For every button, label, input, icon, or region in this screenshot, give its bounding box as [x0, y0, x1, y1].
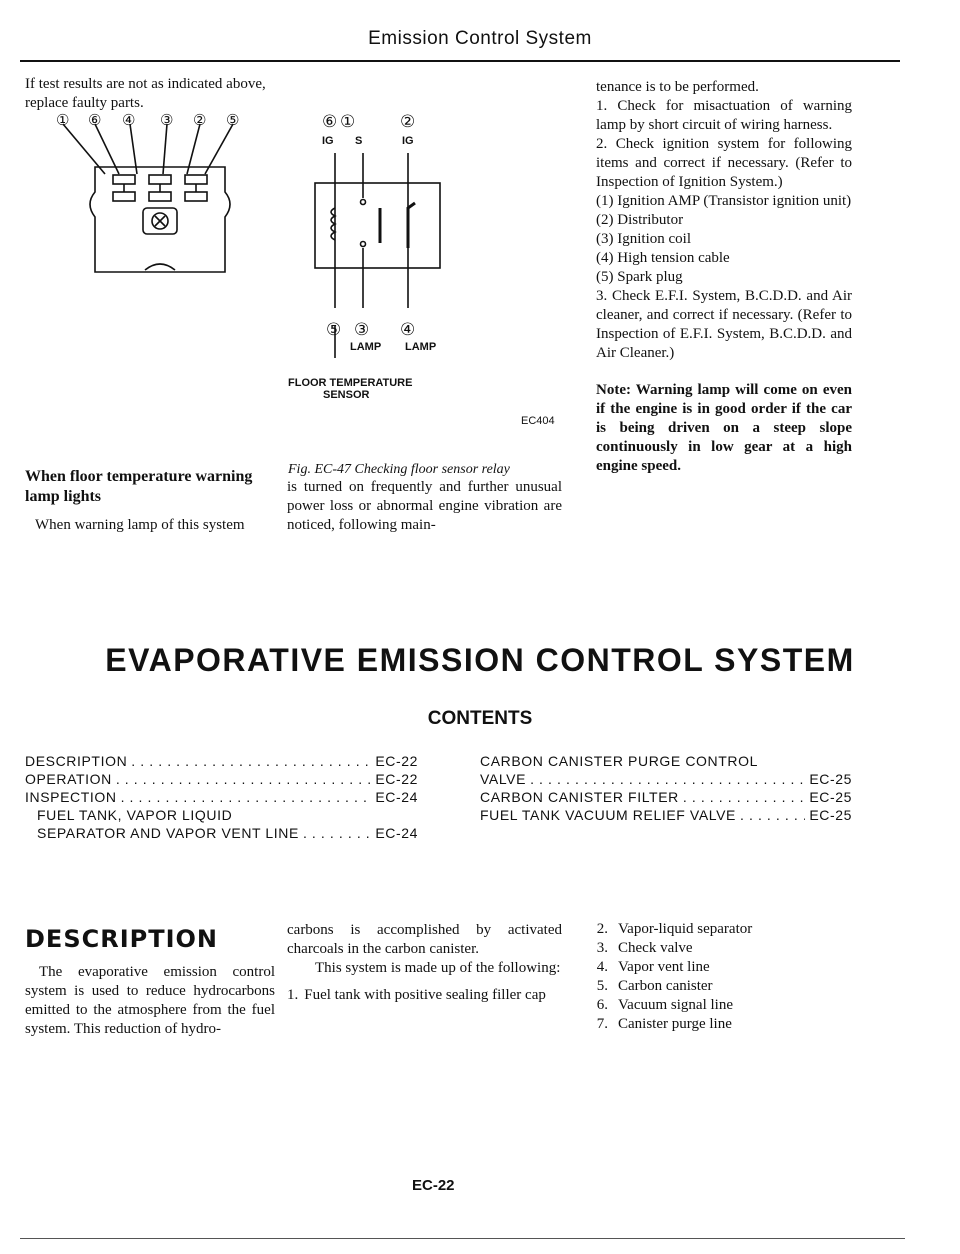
intro-text: If test results are not as indicated above, replace faulty parts. — [25, 76, 266, 111]
description-para2: carbons is accomplished by activated charcoals in the carbon canister. — [287, 922, 562, 957]
toc-entry-canister-filter[interactable]: CARBON CANISTER FILTER . . . EC-25 — [480, 788, 852, 806]
header-rule — [20, 60, 900, 62]
toc-entry-inspection[interactable]: INSPECTION . . . EC-24 — [25, 788, 418, 806]
toc-entry-purge-control[interactable]: CARBON CANISTER PURGE CONTROL — [480, 753, 758, 769]
component-list-right — [590, 920, 850, 1034]
toc-entry-operation[interactable]: OPERATION . . . EC-22 — [25, 770, 418, 788]
right-column — [596, 78, 852, 476]
note-text: Warning lamp will come on even if the engine is in good order if the car is being driven on a steep slope continuously in low gear at a high engine speed. — [596, 382, 852, 474]
list-item: 2. Vapor-liquid separator — [596, 921, 753, 937]
connector-pin-4: ④ — [122, 113, 136, 129]
toc-entry-relief-valve[interactable]: FUEL TANK VACUUM RELIEF VALVE . . . EC-25 — [480, 806, 852, 824]
connector-pin-1: ① — [56, 113, 70, 129]
mid-column-body: is turned on frequently and further unusual power loss or abnormal engine vibration are noticed, following main- — [287, 479, 562, 533]
right-line-4: (2) Distributor — [596, 212, 684, 228]
toc-entry-description[interactable]: DESCRIPTION . . . EC-22 — [25, 752, 418, 770]
connector-pin-2: ② — [193, 113, 207, 129]
figure-caption: Fig. EC-47 Checking floor sensor relay — [288, 462, 510, 477]
description-para1: The evaporative emission control system is used to reduce hydrocarbons emitted to the atmosphere from the fuel system. This reduction of hydro- — [25, 964, 275, 1037]
warning-lamp-text: When warning lamp of this system — [35, 517, 245, 533]
note-label: Note: — [596, 382, 631, 398]
relay-label-lamp-2: LAMP — [405, 341, 437, 353]
contents-heading: CONTENTS — [427, 708, 533, 729]
connector-pin-5: ⑤ — [226, 113, 240, 129]
right-line-3: (1) Ignition AMP (Transistor ignition unit) — [596, 193, 852, 209]
right-line-1: 1. Check for misactuation of warning lamp by short circuit of wiring harness. — [596, 98, 852, 133]
relay-pin-3: ③ — [354, 320, 370, 339]
relay-pin-5: ⑤ — [326, 320, 342, 339]
sensor-label-2: SENSOR — [323, 389, 370, 401]
sensor-label: FLOOR TEMPERATURE — [288, 377, 413, 389]
relay-pin-6: ⑥ — [322, 112, 338, 131]
relay-diagram — [300, 108, 500, 408]
page-header-title: Emission Control System — [368, 28, 592, 49]
toc-right — [480, 752, 852, 824]
relay-label-s: S — [355, 135, 363, 147]
relay-pin-4: ④ — [400, 320, 416, 339]
list-item: 7. Canister purge line — [596, 1016, 732, 1032]
description-heading: DESCRIPTION — [25, 925, 219, 953]
description-mid — [287, 921, 562, 1005]
relay-label-ig: IG — [322, 135, 334, 147]
right-line-5: (3) Ignition coil — [596, 231, 691, 247]
connector-diagram — [55, 112, 275, 287]
toc-entry-valve[interactable]: VALVE . . . EC-25 — [480, 770, 852, 788]
list-item: 1. Fuel tank with positive sealing filler cap — [287, 987, 546, 1003]
footer-rule — [20, 1238, 905, 1239]
warning-note — [596, 381, 852, 476]
section-title: EVAPORATIVE EMISSION CONTROL SYSTEM — [105, 642, 855, 678]
right-line-2: 2. Check ignition system for following items and correct if necessary. (Refer to Inspection of Ignition System.) — [596, 136, 852, 190]
figure-code: EC404 — [521, 415, 555, 427]
toc-entry-separator[interactable]: SEPARATOR AND VAPOR VENT LINE . . . EC-24 — [25, 824, 418, 842]
section-subheading: When floor temperature warning lamp lights — [25, 468, 253, 505]
component-list-mid — [287, 986, 562, 1005]
connector-pin-3: ③ — [160, 113, 174, 129]
description-para3: This system is made up of the following: — [315, 960, 561, 976]
connector-pin-6: ⑥ — [88, 113, 102, 129]
toc-entry-fuel-tank[interactable]: FUEL TANK, VAPOR LIQUID — [37, 807, 233, 823]
relay-label-ig-2: IG — [402, 135, 414, 147]
list-item: 5. Carbon canister — [596, 978, 713, 994]
relay-pin-1: ① — [340, 112, 356, 131]
right-line-8: 3. Check E.F.I. System, B.C.D.D. and Air cleaner, and correct if necessary. (Refer to Inspection of E.F.I. System, B.C.D.D. and Air Cleaner.) — [596, 288, 852, 361]
list-item: 3. Check valve — [596, 940, 693, 956]
toc-left — [25, 752, 418, 842]
relay-label-lamp: LAMP — [350, 341, 382, 353]
relay-pin-2: ② — [400, 112, 416, 131]
list-item: 6. Vacuum signal line — [596, 997, 733, 1013]
right-line-6: (4) High tension cable — [596, 250, 730, 266]
right-line-0: tenance is to be performed. — [596, 79, 759, 95]
right-line-7: (5) Spark plug — [596, 269, 683, 285]
page-number: EC-22 — [412, 1177, 455, 1194]
list-item: 4. Vapor vent line — [596, 959, 710, 975]
